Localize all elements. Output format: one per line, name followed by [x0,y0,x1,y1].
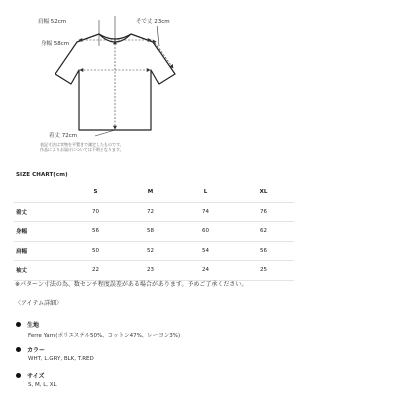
item-details-title: 〈アイテム詳細〉 [15,300,63,307]
measurement-disclaimer: ※パターン寸法の為、数センチ程度誤差がある場合があります。予めご了承ください。 [15,281,248,288]
row-label: 袖丈 [14,261,68,281]
color-label: カラー [27,347,46,354]
tshirt-diagram [55,12,185,140]
table-cell: 58 [123,222,178,242]
table-cell: 23 [123,261,178,281]
table-row [14,202,294,222]
size-chart-corner [14,183,68,202]
bullet-icon [16,373,21,378]
diagram-note: 作品によりお届けについては不明となります。 [40,147,124,152]
table-cell: 22 [68,261,123,281]
size-column-header: XL [233,183,294,202]
bullet-icon [16,322,21,327]
diagram-note: 表記寸法は実物を平置きで測定したものです。 [40,142,124,147]
sleeve-length-label: そで丈 23cm [136,19,170,25]
table-cell: 72 [123,202,178,222]
row-label: 身幅 [14,222,68,242]
fabric-label: 生地 [27,322,40,329]
total-length-label: 着丈 72cm [49,133,78,139]
table-cell: 50 [68,241,123,261]
table-cell: 56 [68,222,123,242]
shoulder-width-label: 肩幅 52cm [38,19,67,25]
table-cell: 74 [178,202,233,222]
table-cell: 62 [233,222,294,242]
table-cell: 24 [178,261,233,281]
size-column-header: S [68,183,123,202]
size-column-header: M [123,183,178,202]
size-value: S, M, L, XL [28,382,57,388]
row-label: 着丈 [14,202,68,222]
table-row [14,222,294,242]
table-cell: 52 [123,241,178,261]
row-label: 肩幅 [14,241,68,261]
table-cell: 70 [68,202,123,222]
bullet-icon [16,347,21,352]
table-cell: 56 [233,241,294,261]
size-column-header: L [178,183,233,202]
table-cell: 76 [233,202,294,222]
table-cell: 60 [178,222,233,242]
size-label: サイズ [27,373,45,380]
table-row [14,241,294,261]
table-cell: 25 [233,261,294,281]
size-chart-table [14,183,294,281]
size-chart-title: SIZE CHART(cm) [16,172,68,178]
color-value: WHT, L.GRY, BLK, T.RED [28,356,94,362]
table-row [14,261,294,281]
table-cell: 54 [178,241,233,261]
fabric-value: Ferre Yarn(ポリエステル50%、コットン47%、レーヨン3%) [28,333,181,339]
size-chart-header-row [14,183,294,202]
chest-width-label: 身幅 58cm [41,41,70,47]
